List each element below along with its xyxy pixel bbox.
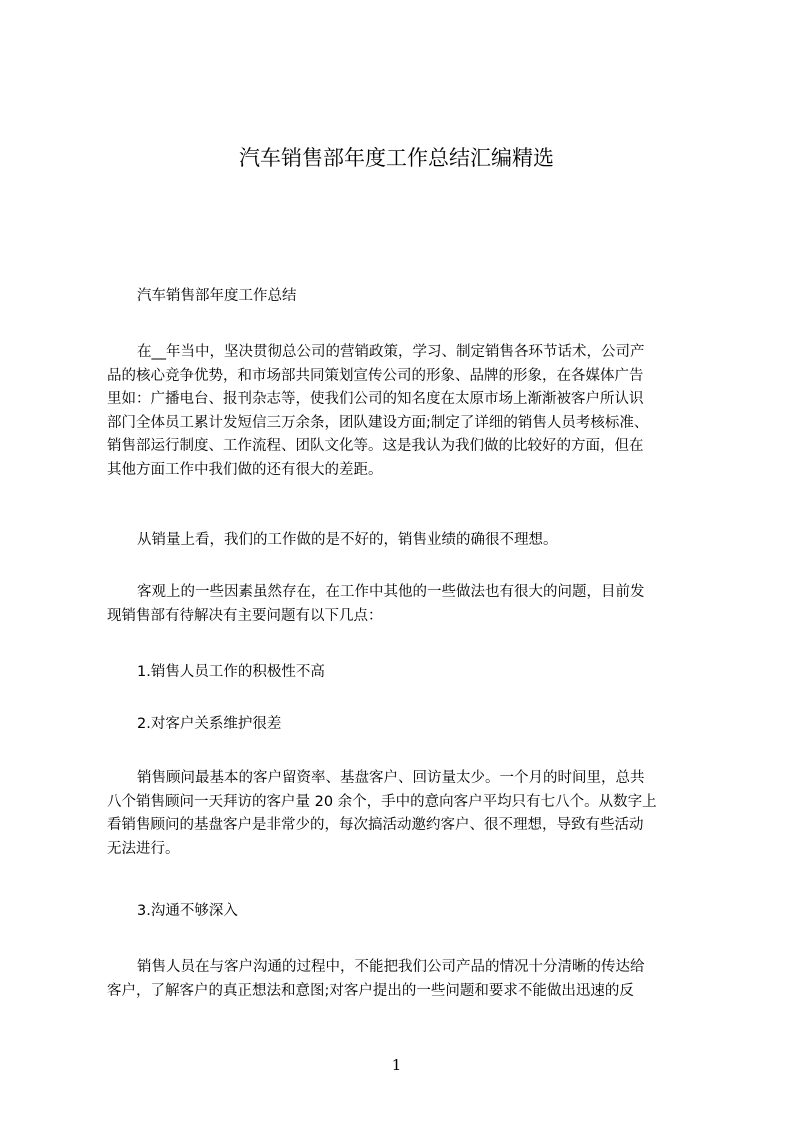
paragraph-4 [107,767,699,861]
paragraph-5 [107,956,699,1003]
paragraph-line: 部门全体员工累计发短信三万余条，团队建设方面;制定了详细的销售人员考核标准、 [107,414,649,431]
paragraph-line: 销售顾问最基本的客户留资率、基盘客户、回访量太少。一个月的时间里，总共 [137,770,645,786]
paragraph-line: 客观上的一些因素虽然存在，在工作中其他的一些做法也有很大的问题，目前发 [137,584,645,600]
paragraph-line: 销售部运行制度、工作流程、团队文化等。这是我认为我们做的比较好的方面，但在 [107,438,644,454]
paragraph-line: 在__年当中，坚决贯彻总公司的营销政策，学习、制定销售各环节话术，公司产 [137,344,645,360]
list-item-text: 3.沟通不够深入 [137,903,238,919]
paragraph-line: 看销售顾问的基盘客户是非常少的，每次搞活动邀约客户、很不理想，导致有些活动 [107,817,644,833]
document-title: 汽车销售部年度工作总结汇编精选 [239,146,554,170]
list-item-text: 1.销售人员工作的积极性不高 [137,664,325,680]
list-item-1 [107,661,699,685]
list-item-2 [107,713,699,737]
section-heading-block [107,285,699,309]
paragraph-line: 八个销售顾问一天拜访的客户量 20 余个，手中的意向客户平均只有七八个。从数字上 [107,793,657,810]
list-item-3 [107,900,699,924]
paragraph-line: 销售人员在与客户沟通的过程中，不能把我们公司产品的情况十分清晰的传达给 [137,959,645,975]
paragraph-line: 无法进行。 [107,840,180,857]
paragraph-1 [107,341,699,482]
paragraph-line: 客户，了解客户的真正想法和意图;对客户提出的一些问题和要求不能做出迅速的反 [107,982,634,999]
page-number: 1 [391,1056,402,1074]
paragraph-line: 品的核心竞争优势，和市场部共同策划宣传公司的形象、品牌的形象，在各媒体广告 [107,367,644,384]
paragraph-line: 其他方面工作中我们做的还有很大的差距。 [107,461,383,478]
list-item-text: 2.对客户关系维护很差 [137,716,282,732]
paragraph-2 [107,529,699,553]
paragraph-3 [107,581,699,628]
section-heading: 汽车销售部年度工作总结 [137,288,297,304]
paragraph-line: 现销售部有待解决有主要问题有以下几点： [107,607,383,624]
paragraph-line: 里如：广播电台、报刊杂志等，使我们公司的知名度在太原市场上渐渐被客户所认识 [107,391,644,407]
paragraph-line: 从销量上看，我们的工作做的是不好的，销售业绩的确很不理想。 [137,532,558,548]
